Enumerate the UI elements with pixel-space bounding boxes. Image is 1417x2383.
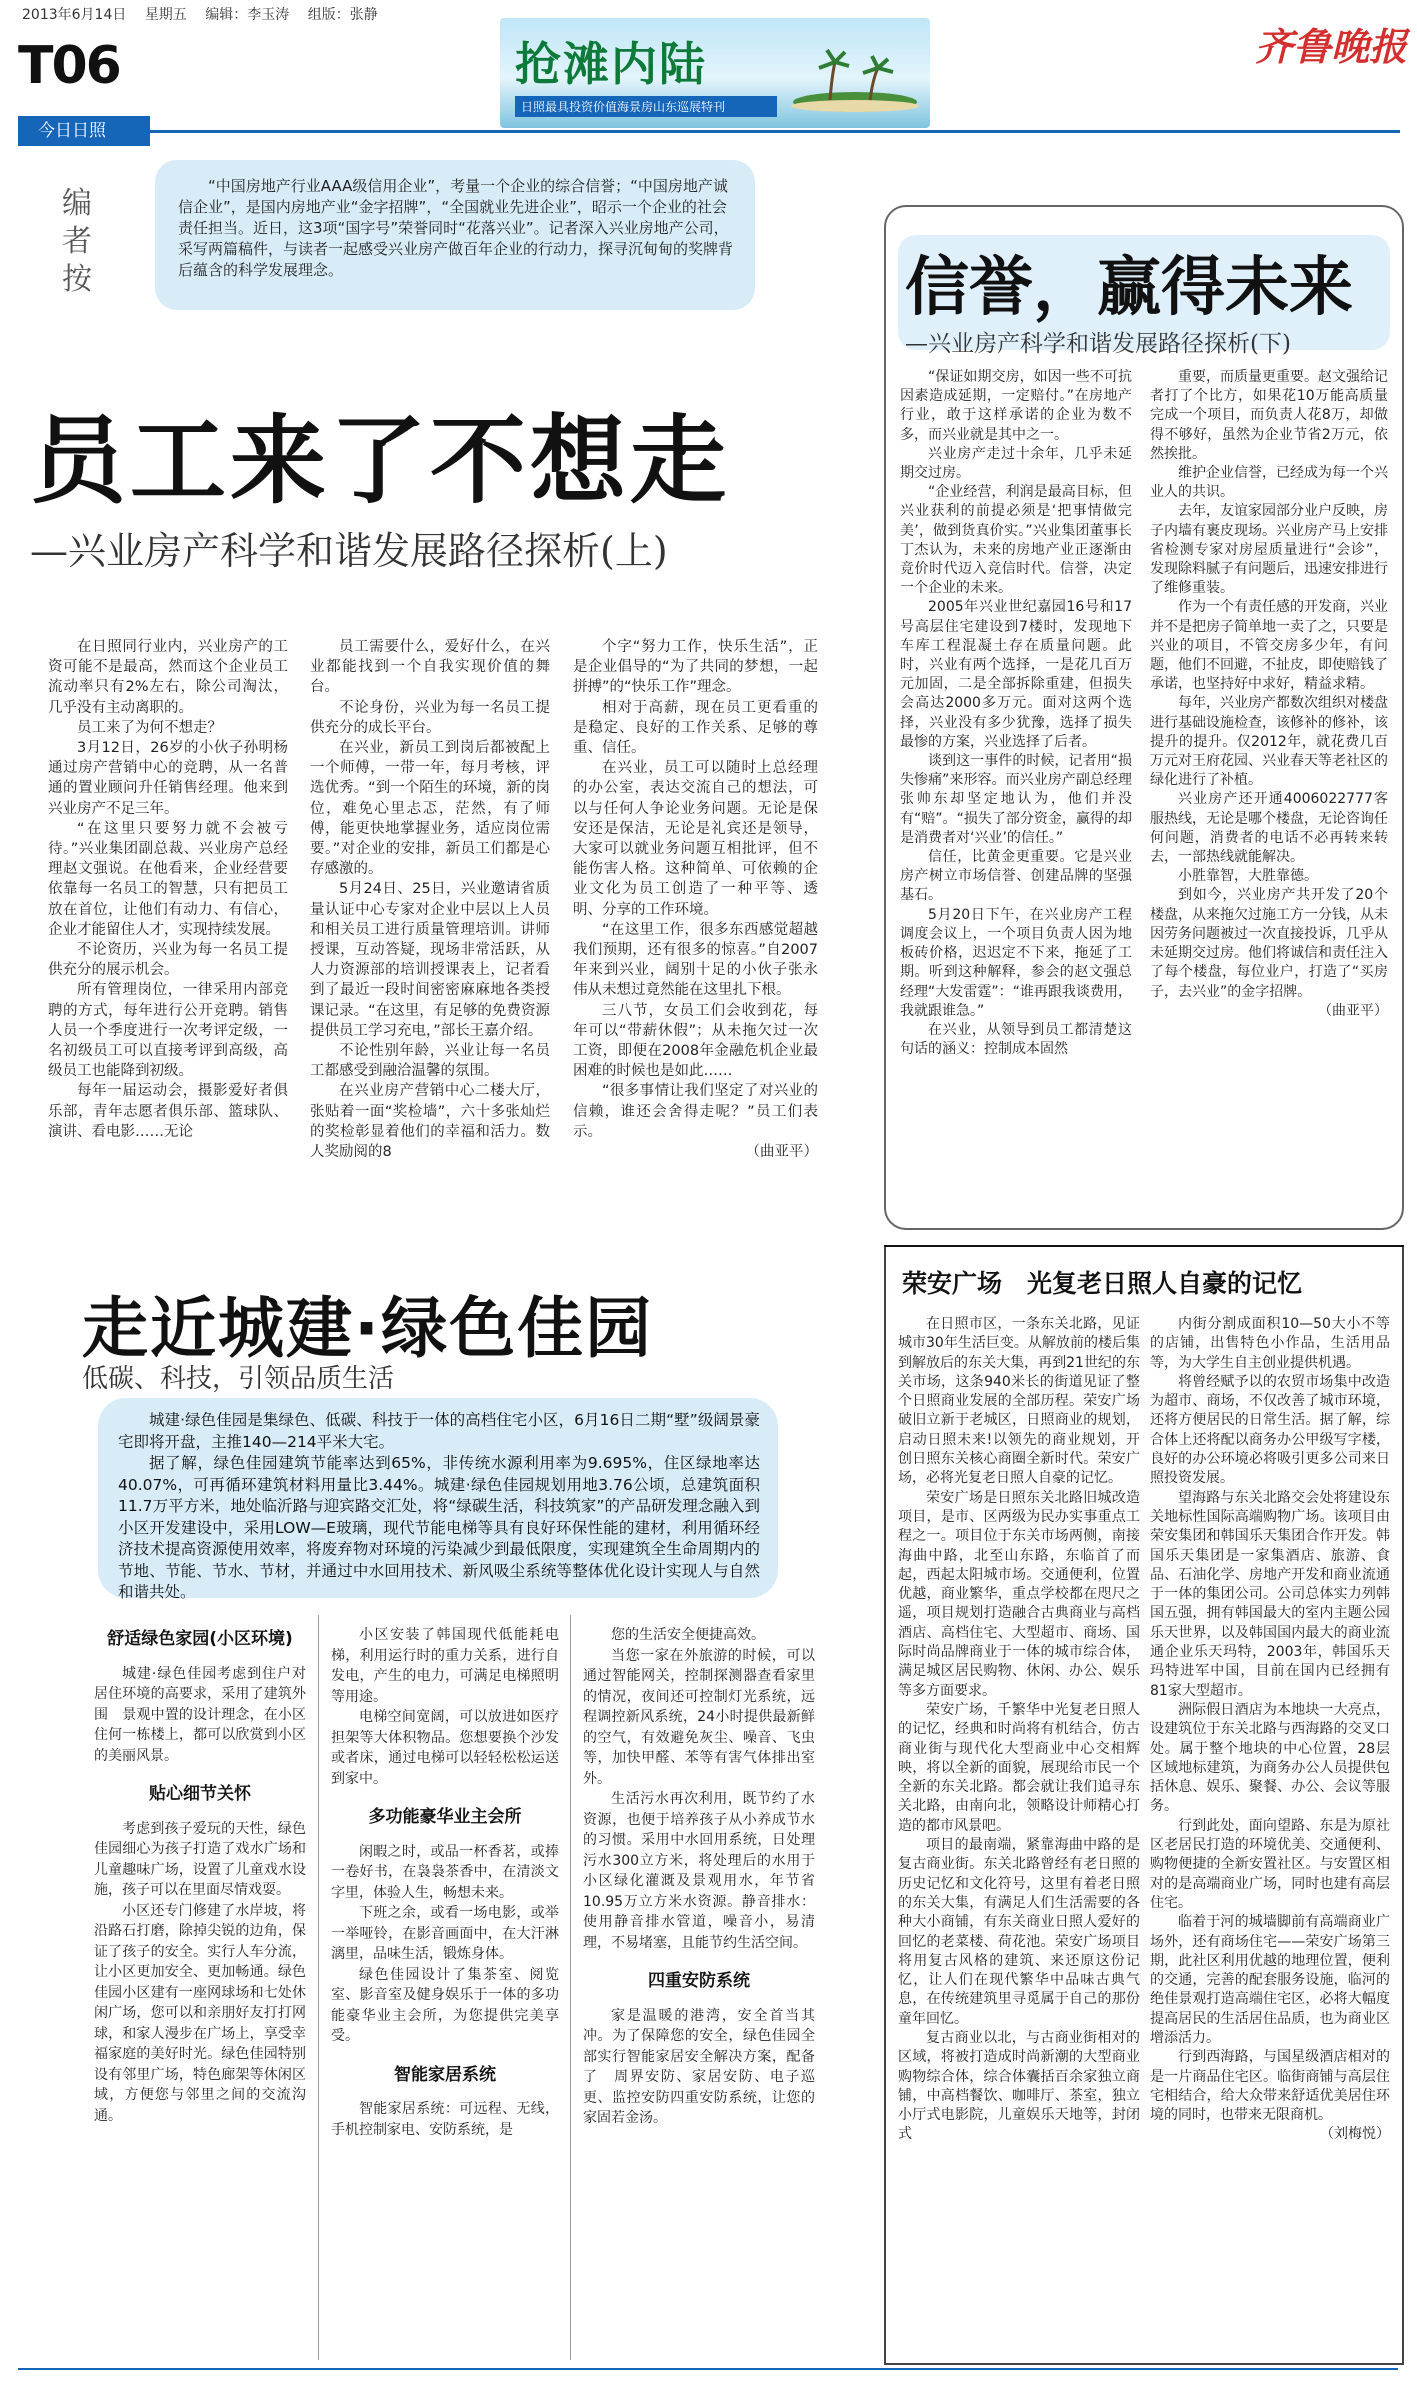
paragraph: 当您一家在外旅游的时候，可以通过智能网关，控制探测器查看家里的情况，夜间还可控制灯光系统，远程调控新风系统，24小时提供最新鲜的空气，有效避免灰尘、噪音、飞虫等，加快甲醛、苯等有害气体排出室外。 <box>583 1647 815 1787</box>
issue-date: 2013年6月14日 <box>22 7 127 23</box>
editor-note-label: 编者按 <box>62 186 92 297</box>
paragraph: 城建·绿色佳园考虑到住户对居住环境的高要求，采用了建筑外围 景观中置的设计理念，在小区住何一栋楼上，都可以欣赏到小区的美丽风景。 <box>94 1665 306 1764</box>
footer-divider <box>18 2368 1398 2370</box>
paragraph: 荣安广场是日照东关北路旧城改造项目，是市、区两级为民办实事重点工程之一。项目位于东关市场两侧，南接海曲中路，北至山东路，东临首了而起，西起太阳城市场。交通便利，位置优越，商业繁华，重点学校都在咫尺之遥，项目规划打造融合古典商业与高档酒店、高档住宅、大型超市、商场、国际时尚品牌商业于一体的城市综合体，满足城区居民购物、休闲、办公、娱乐等多方面要求。 <box>898 1489 1140 1699</box>
article4-subhead-security: 四重安防系统 <box>648 1971 750 1991</box>
layout-credit: 组版：张静 <box>307 7 378 23</box>
paragraph: 电梯空间宽阔，可以放进如医疗担架等大体积物品。您想要换个沙发或者床，通过电梯可以轻轻松松运送到家中。 <box>331 1709 559 1787</box>
paragraph: 在兴业，员工可以随时上总经理的办公室，表达交流自己的想法，可以与任何人争论业务问题。无论是保安还是保洁，无论是礼宾还是领导，大家可以就业务问题互相批评，但不能伤害人格。这种简单、可依赖的企业文化为员工创造了一种平等、透明、分享的工作环境。 <box>573 760 818 918</box>
paragraph: 不论资历，兴业为每一名员工提供充分的展示机会。 <box>48 942 288 979</box>
paragraph: 个字“努力工作，快乐生活”，正是企业倡导的“为了共同的梦想，一起拼搏”的“快乐工作”理念。 <box>573 639 818 696</box>
article1-byline: （曲亚平） <box>745 1144 818 1161</box>
paragraph: 重要，而质量更重要。赵文强给记者打了个比方，如果花10万能高质量完成一个项目，而负责人花8万，却做得不够好，虽然为企业节省2万元，依然挨批。 <box>1150 369 1388 462</box>
paragraph: 在日照市区，一条东关北路，见证城市30年生活巨变。从解放前的楼后集到解放后的东关大集，再到21世纪的东关市场，这条940米长的街道见证了整个日照商业发展的全部历程。荣安广场破旧立新于老城区，日照商业的规划，启动日照未来!以领先的商业规划，开创日照东关核心商圈全新时代。荣安广场，必将光复老日照人自豪的记忆。 <box>898 1316 1140 1487</box>
issue-weekday: 星期五 <box>144 7 187 23</box>
paragraph: 生活污水再次利用，既节约了水资源，也便于培养孩子从小养成节水的习惯。采用中水回用系统，日处理污水300立方米，将处理后的水用于小区绿化灌溉及景观用水，年节省10.95万立方米水资源。静音排水：使用静音排水管道，噪音小，易清理，不易堵塞，且能节约生活空间。 <box>583 1791 815 1951</box>
paragraph: 员工来了为何不想走？ <box>77 719 222 736</box>
paragraph: 在兴业房产营销中心二楼大厅，张贴着一面“奖检墙”，六十多张灿烂的奖检彰显着他们的幸福和活力。数人奖励阅的8 <box>310 1083 550 1161</box>
paragraph: 行到西海路，与国星级酒店相对的是一片商品住宅区。临街商铺与高层住宅相结合，给大众带来舒适优美居住环境的同时，也带来无限商机。 <box>1150 2049 1390 2124</box>
paragraph: 将曾经赋予以的农贸市场集中改造为超市、商场，不仅改善了城市环境，还将方便居民的日常生活。据了解，综合体上还将配以商务办公甲级写字楼，良好的办公环境必将吸引更多公司来日照投资发展。 <box>1150 1373 1390 1487</box>
article4-subhead-details: 贴心细节关怀 <box>149 1784 251 1804</box>
paragraph: 兴业房产还开通4006022777客服热线，无论是哪个楼盘，无论咨询任何问题，消费者的电话不必再转来转去，一部热线就能解决。 <box>1150 791 1388 866</box>
paragraph: 小胜靠智，大胜靠德。 <box>1178 868 1318 885</box>
article4-subhead-environment: 舒适绿色家园(小区环境) <box>107 1629 293 1649</box>
banner-subtitle: 日照最具投资价值海景房山东巡展特刊 <box>515 96 777 117</box>
paragraph: “保证如期交房，如因一些不可抗因素造成延期，一定赔付。”在房地产行业，敢于这样承诺的企业为数不多，而兴业就是其中之一。 <box>900 369 1132 443</box>
paragraph: 洲际假日酒店为本地块一大亮点，设建筑位于东关北路与西海路的交叉口处。属于整个地块的中心位置，28层区域地标建筑，为商务办公人员提供包括休息、娱乐、聚餐、办公、会议等服务。 <box>1150 1701 1390 1815</box>
paragraph: 维护企业信誉，已经成为每一个兴业人的共识。 <box>1150 465 1388 501</box>
paragraph: 在兴业，新员工到岗后都被配上一个师傅，一带一年，每月考核，评选优秀。“到一个陌生的环境，新的岗位，难免心里忐忑，茫然，有了师傅，能更快地掌握业务，适应岗位需要。”对企业的安排，新员工们都是心存感激的。 <box>310 740 550 878</box>
paragraph: 每年，兴业房产都数次组织对楼盘进行基础设施检查，该修补的修补，该提升的提升。仅2012年，就花费几百万元对王府花园、兴业春天等老社区的绿化进行了补植。 <box>1150 695 1388 789</box>
paragraph: 在兴业，从领导到员工都清楚这句话的涵义：控制成本固然 <box>900 1021 1132 1058</box>
paragraph: “在这里工作，很多东西感觉超越我们预期，还有很多的惊喜。”自2007年来到兴业，阔别十足的小伙子张永伟从未想过竟然能在这里扎下根。 <box>573 921 818 999</box>
paragraph: 每年一届运动会，摄影爱好者俱乐部，青年志愿者俱乐部、篮球队、演讲、看电影……无论 <box>48 1083 288 1140</box>
article4-intro <box>118 1410 760 1604</box>
article1-subtitle: —兴业房产科学和谐发展路径探析(上) <box>30 529 668 573</box>
paragraph: 不论身份，兴业为每一名员工提供充分的成长平台。 <box>310 699 550 736</box>
paragraph: 城建·绿色佳园是集绿色、低碳、科技于一体的高档住宅小区，6月16日二期“墅”级阔景豪宅即将开盘，主推140—214平米大宅。 <box>118 1411 760 1451</box>
paragraph: 兴业房产走过十余年，几乎未延期交过房。 <box>900 445 1132 482</box>
paragraph: 行到此处，面向望路、东是为原社区老居民打造的环境优美、交通便利、购物便捷的全新安置社区。与安置区相对的是高端商业广场，同时也建有高层住宅。 <box>1150 1817 1390 1911</box>
article2-column-1 <box>900 368 1132 1059</box>
paragraph: 闲暇之时，或品一杯香茗，或捧一卷好书，在袅袅茶香中，在清淡文字里，体验人生，畅想未来。 <box>331 1843 559 1901</box>
paragraph: 不论性别年龄，兴业让每一名员工都感受到融洽温馨的氛围。 <box>310 1043 550 1080</box>
masthead-info <box>22 4 392 24</box>
paragraph: 临着于河的城墙脚前有高端商业广场外，还有商场住宅——荣安广场第三期，此社区利用优越的地理位置，便利的交通，完善的配套服务设施，临河的绝佳景观打造高端住宅区，必将大幅度提高居民的生活居住品质，也为商业区增添活力。 <box>1150 1914 1390 2046</box>
paragraph: 三八节，女员工们会收到花，每年可以“带薪休假”；从未拖欠过一次工资，即便在2008年金融危机企业最困难的时候也是如此…… <box>573 1002 818 1080</box>
article4-subtitle: 低碳、科技，引领品质生活 <box>82 1364 395 1394</box>
editor-note-text: “中国房地产行业AAA级信用企业”，考量一个企业的综合信誉；“中国房地产诚信企业”，是国内房地产业“金字招牌”，“全国就业先进企业”，昭示一个企业的社会责任担当。近日，这3项“国字号”荣誉同时“花落兴业”。记者深入兴业房地产公司，采写两篇稿件，与读者一起感受兴业房产做百年企业的行动力，探寻沉甸甸的奖牌背后蕴含的科学发展理念。 <box>178 177 734 279</box>
paragraph: 绿色佳园设计了集茶室、阅览室、影音室及健身娱乐于一体的多功能豪华业主会所，为您提供完美享受。 <box>331 1966 559 2044</box>
paragraph: 去年，友谊家园部分业户反映，房子内墙有裹皮现场。兴业房产马上安排省检测专家对房屋质量进行“会诊”，发现除料腻子有问题后，迅速安排进行了维修重装。 <box>1150 503 1388 597</box>
paragraph: 作为一个有责任感的开发商，兴业并不是把房子简单地一卖了之，只要是兴业的项目，不管交房多少年，有问题，他们不回避，不扯皮，即使赔钱了承诺，也坚持好中求好，精益求精。 <box>1150 599 1388 693</box>
paragraph: 据了解，绿色佳园建筑节能率达到65%，非传统水源利用率为9.695%，住区绿地率达40.07%，可再循环建筑材料用量比3.44%。城建·绿色佳园规划用地3.76公顷，总建筑面积11.7万平方米，地处临沂路与迎宾路交汇处，将“绿碳生活，科技筑家”的产品研发理念融入到小区开发建设中，采用LOW—E玻璃，现代节能电梯等具有良好环保性能的建材，利用循环经济技术提高资源使用效率，将废弃物对环境的污染减少到最低限度，实现建筑全生命周期内的节地、节能、节水、节材，并通过中水回用技术、新风吸尘系统等整体优化设计实现人与自然和谐共处。 <box>118 1454 760 1601</box>
paragraph: 下班之余，或看一场电影，或举一举哑铃，在影音画面中，在大汗淋漓里，品味生活，锻炼身体。 <box>331 1905 559 1962</box>
article3-byline: （刘梅悦） <box>1320 2126 1390 2143</box>
paragraph: 谈到这一事件的时候，记者用“损失惨痛”来形容。而兴业房产副总经理张帅东却坚定地认为，他们并没有“赔”。“损失了部分资金，赢得的却是消费者对‘兴业’的信任。” <box>900 753 1132 846</box>
paragraph: 在日照同行业内，兴业房产的工资可能不是最高，然而这个企业员工流动率只有2%左右，除公司淘汰，几乎没有主动离职的。 <box>48 639 288 716</box>
article2-byline: （曲亚平） <box>1318 1002 1388 1019</box>
banner-title: 抢滩内陆 <box>515 37 707 91</box>
article1-column-1 <box>48 637 288 1142</box>
article4-column-1 <box>94 1625 306 2126</box>
article2-title: 信誉，赢得未来 <box>905 251 1353 325</box>
article4-column-3 <box>583 1625 815 2129</box>
article2-subtitle: —兴业房产科学和谐发展路径探析(下) <box>905 331 1291 357</box>
paragraph: 到如今，兴业房产共开发了20个楼盘，从来拖欠过施工方一分钱，从未因劳务问题被过一次直接投诉，几乎从未延期交过房。他们将诚信和责任注入了每个楼盘，每位业户，打造了“买房子，去兴业”的金字招牌。 <box>1150 887 1388 1000</box>
paragraph: 员工需要什么，爱好什么，在兴业都能找到一个自我实现价值的舞台。 <box>310 639 550 696</box>
article3-column-1 <box>898 1315 1140 2145</box>
article3-column-2 <box>1150 1315 1390 2145</box>
paragraph: 小区安装了韩国现代低能耗电梯，利用运行时的重力关系，进行自发电，产生的电力，可满足电梯照明等用途。 <box>331 1627 559 1705</box>
paragraph: 3月12日，26岁的小伙子孙明杨通过房产营销中心的竞聘，从一名普通的置业顾问升任销售经理。他来到兴业房产不足三年。 <box>48 740 288 817</box>
article1-title: 员工来了不想走 <box>30 405 730 517</box>
paragraph: 家是温暖的港湾，安全首当其冲。为了保障您的安全，绿色佳园全部实行智能家居安全解决方案，配备了 周界安防、家居安防、电子巡更、监控安防四重安防系统，让您的家固若金汤。 <box>583 2007 815 2126</box>
paragraph: 复古商业以北，与古商业街相对的区域，将被打造成时尚新潮的大型商业购物综合体，综合体囊括百余家独立商铺，中高档餐饮、咖啡厅、茶室，独立小厅式电影院，儿童娱乐天地等，封闭式 <box>898 2029 1140 2143</box>
article3-top-rule <box>884 1245 1404 1247</box>
paragraph: 内街分割成面积10—50大小不等的店铺，出售特色小作品，生活用品等，为大学生自主创业提供机遇。 <box>1150 1316 1390 1371</box>
paragraph: 智能家居系统：可远程、无线，手机控制家电、安防系统，是 <box>331 2101 559 2138</box>
header-divider <box>150 130 1400 133</box>
column-divider <box>318 1615 319 2360</box>
editor-credit: 编辑：李玉涛 <box>205 7 290 23</box>
paragraph: 2005年兴业世纪嘉园16号和17号高层住宅建设到7楼时，发现地下车库工程混凝土存在质量问题。此时，兴业有两个选择，一是花几百万元加固，二是全部拆除重建，但损失会高达2000多万元。面对这两个选择，兴业没有多少犹豫，选择了损失最惨的方案，兴业选择了后者。 <box>900 599 1132 750</box>
paragraph: 5月20日下午，在兴业房产工程调度会议上，一个项目负责人因为地板砖价格，迟迟定不下来，拖延了工期。听到这种解释，参会的赵文强总经理“大发雷霆”：“谁再跟我谈费用，我就跟谁急。” <box>900 906 1132 1019</box>
island-illustration <box>790 40 920 115</box>
paper-logo: 齐鲁晚报 <box>1255 24 1408 69</box>
article2-column-2 <box>1150 368 1388 1021</box>
paragraph: “企业经营，利润是最高目标，但兴业获利的前提必须是‘把事情做完美’，做到货真价实。”兴业集团董事长丁杰认为，未来的房地产业正逐渐由竞价时代迈入竞信时代。信誉，决定一个企业的未来。 <box>900 484 1132 597</box>
paragraph: “很多事情让我们坚定了对兴业的信赖，谁还会舍得走呢？”员工们表示。 <box>573 1083 818 1140</box>
article4-column-2 <box>331 1625 559 2140</box>
paragraph: 荣安广场，千繁华中光复老日照人的记忆，经典和时尚将有机结合，仿古商业街与现代化大型商业中心交相辉映，将以全新的面貌，展现给市民一个全新的东关北路。都会就让我们追寻东关北路，由南向北，领略设计师精心打造的都市风景吧。 <box>898 1701 1140 1834</box>
article4-subhead-smart-home: 智能家居系统 <box>394 2064 496 2085</box>
section-label: 今日日照 <box>18 116 150 146</box>
paragraph: 信任，比黄金更重要。它是兴业房产树立市场信誉、创建品牌的坚强基石。 <box>900 849 1132 904</box>
article1-column-2 <box>310 637 550 1162</box>
article4-title: 走近城建·绿色佳园 <box>82 1290 654 1367</box>
article3-title: 荣安广场 光复老日照人自豪的记忆 <box>902 1269 1303 1298</box>
article1-column-3 <box>573 637 818 1162</box>
paragraph: 考虑到孩子爱玩的天性，绿色佳园细心为孩子打造了戏水广场和儿童趣味广场，设置了儿童戏水设施，孩子可以在里面尽情戏耍。 <box>94 1820 306 1898</box>
paragraph: 项目的最南端，紧靠海曲中路的是复古商业街。东关北路曾经有老日照的历史记忆和文化符号，这里有着老日照的东关大集，有满足人们生活需要的各种大小商铺，有东关商业日照人爱好的回忆的老菜楼、荷花池。荣安广场项目将用复古风格的建筑、来还原这份记忆，让人们在现代繁华中品味古典气息，在传统建筑里寻觅属于自己的那份童年回忆。 <box>898 1837 1140 2027</box>
paragraph: 相对于高薪，现在员工更看重的是稳定、良好的工作关系、足够的尊重、信任。 <box>573 699 818 757</box>
paragraph: 5月24日、25日，兴业邀请省质量认证中心专家对企业中层以上人员和相关员工进行质量管理培训。讲师授课，互动答疑，现场非常活跃，从人力资源部的培训授课表上，记者看到了最近一段时间密密麻麻地各类授课记录。“在这里，有足够的免费资源提供员工学习充电，”部长王嘉介绍。 <box>310 881 550 1039</box>
page-number: T06 <box>18 36 120 96</box>
paragraph: 望海路与东关北路交会处将建设东关地标性国际高端购物广场。该项目由荣安集团和韩国乐天集团合作开发。韩国乐天集团是一家集酒店、旅游、食品、石油化学、房地产开发和商业流通于一体的集团公司。公司总体实力列韩国五强，拥有韩国最大的室内主题公园乐天世界，以及韩国国内最大的商业流通企业乐天玛特，2003年，韩国乐天玛特进军中国，目前在国内已经拥有81家大型超市。 <box>1150 1489 1390 1699</box>
paragraph: 小区还专门修建了水岸坡，将沿路石打磨，除掉尖锐的边角，保证了孩子的安全。实行人车分流，让小区更加安全、更加畅通。绿色佳园小区建有一座网球场和七处休闲广场，您可以和亲朋好友打打网球，和家人漫步在广场上，享受幸福家庭的美好时光。绿色佳园特别设有邻里广场，特色廊架等休闲区域，方便您与邻里之间的交流沟通。 <box>94 1902 306 2124</box>
column-divider <box>570 1615 571 2360</box>
paragraph: 所有管理岗位，一律采用内部竞聘的方式，每年进行公开竞聘。销售人员一个季度进行一次考评定级，一名初级员工可以直接考评到高级，高级员工也能降到初级。 <box>48 982 288 1080</box>
paragraph: “在这里只要努力就不会被亏待。”兴业集团副总裁、兴业房产总经理赵文强说。在他看来，企业经营要依靠每一名员工的智慧，只有把员工放在首位，让他们有动力、有信心，企业才能留住人才，实现持续发展。 <box>48 820 288 938</box>
article4-subhead-clubhouse: 多功能豪华业主会所 <box>368 1807 522 1827</box>
paragraph: 您的生活安全便捷高效。 <box>611 1627 765 1643</box>
